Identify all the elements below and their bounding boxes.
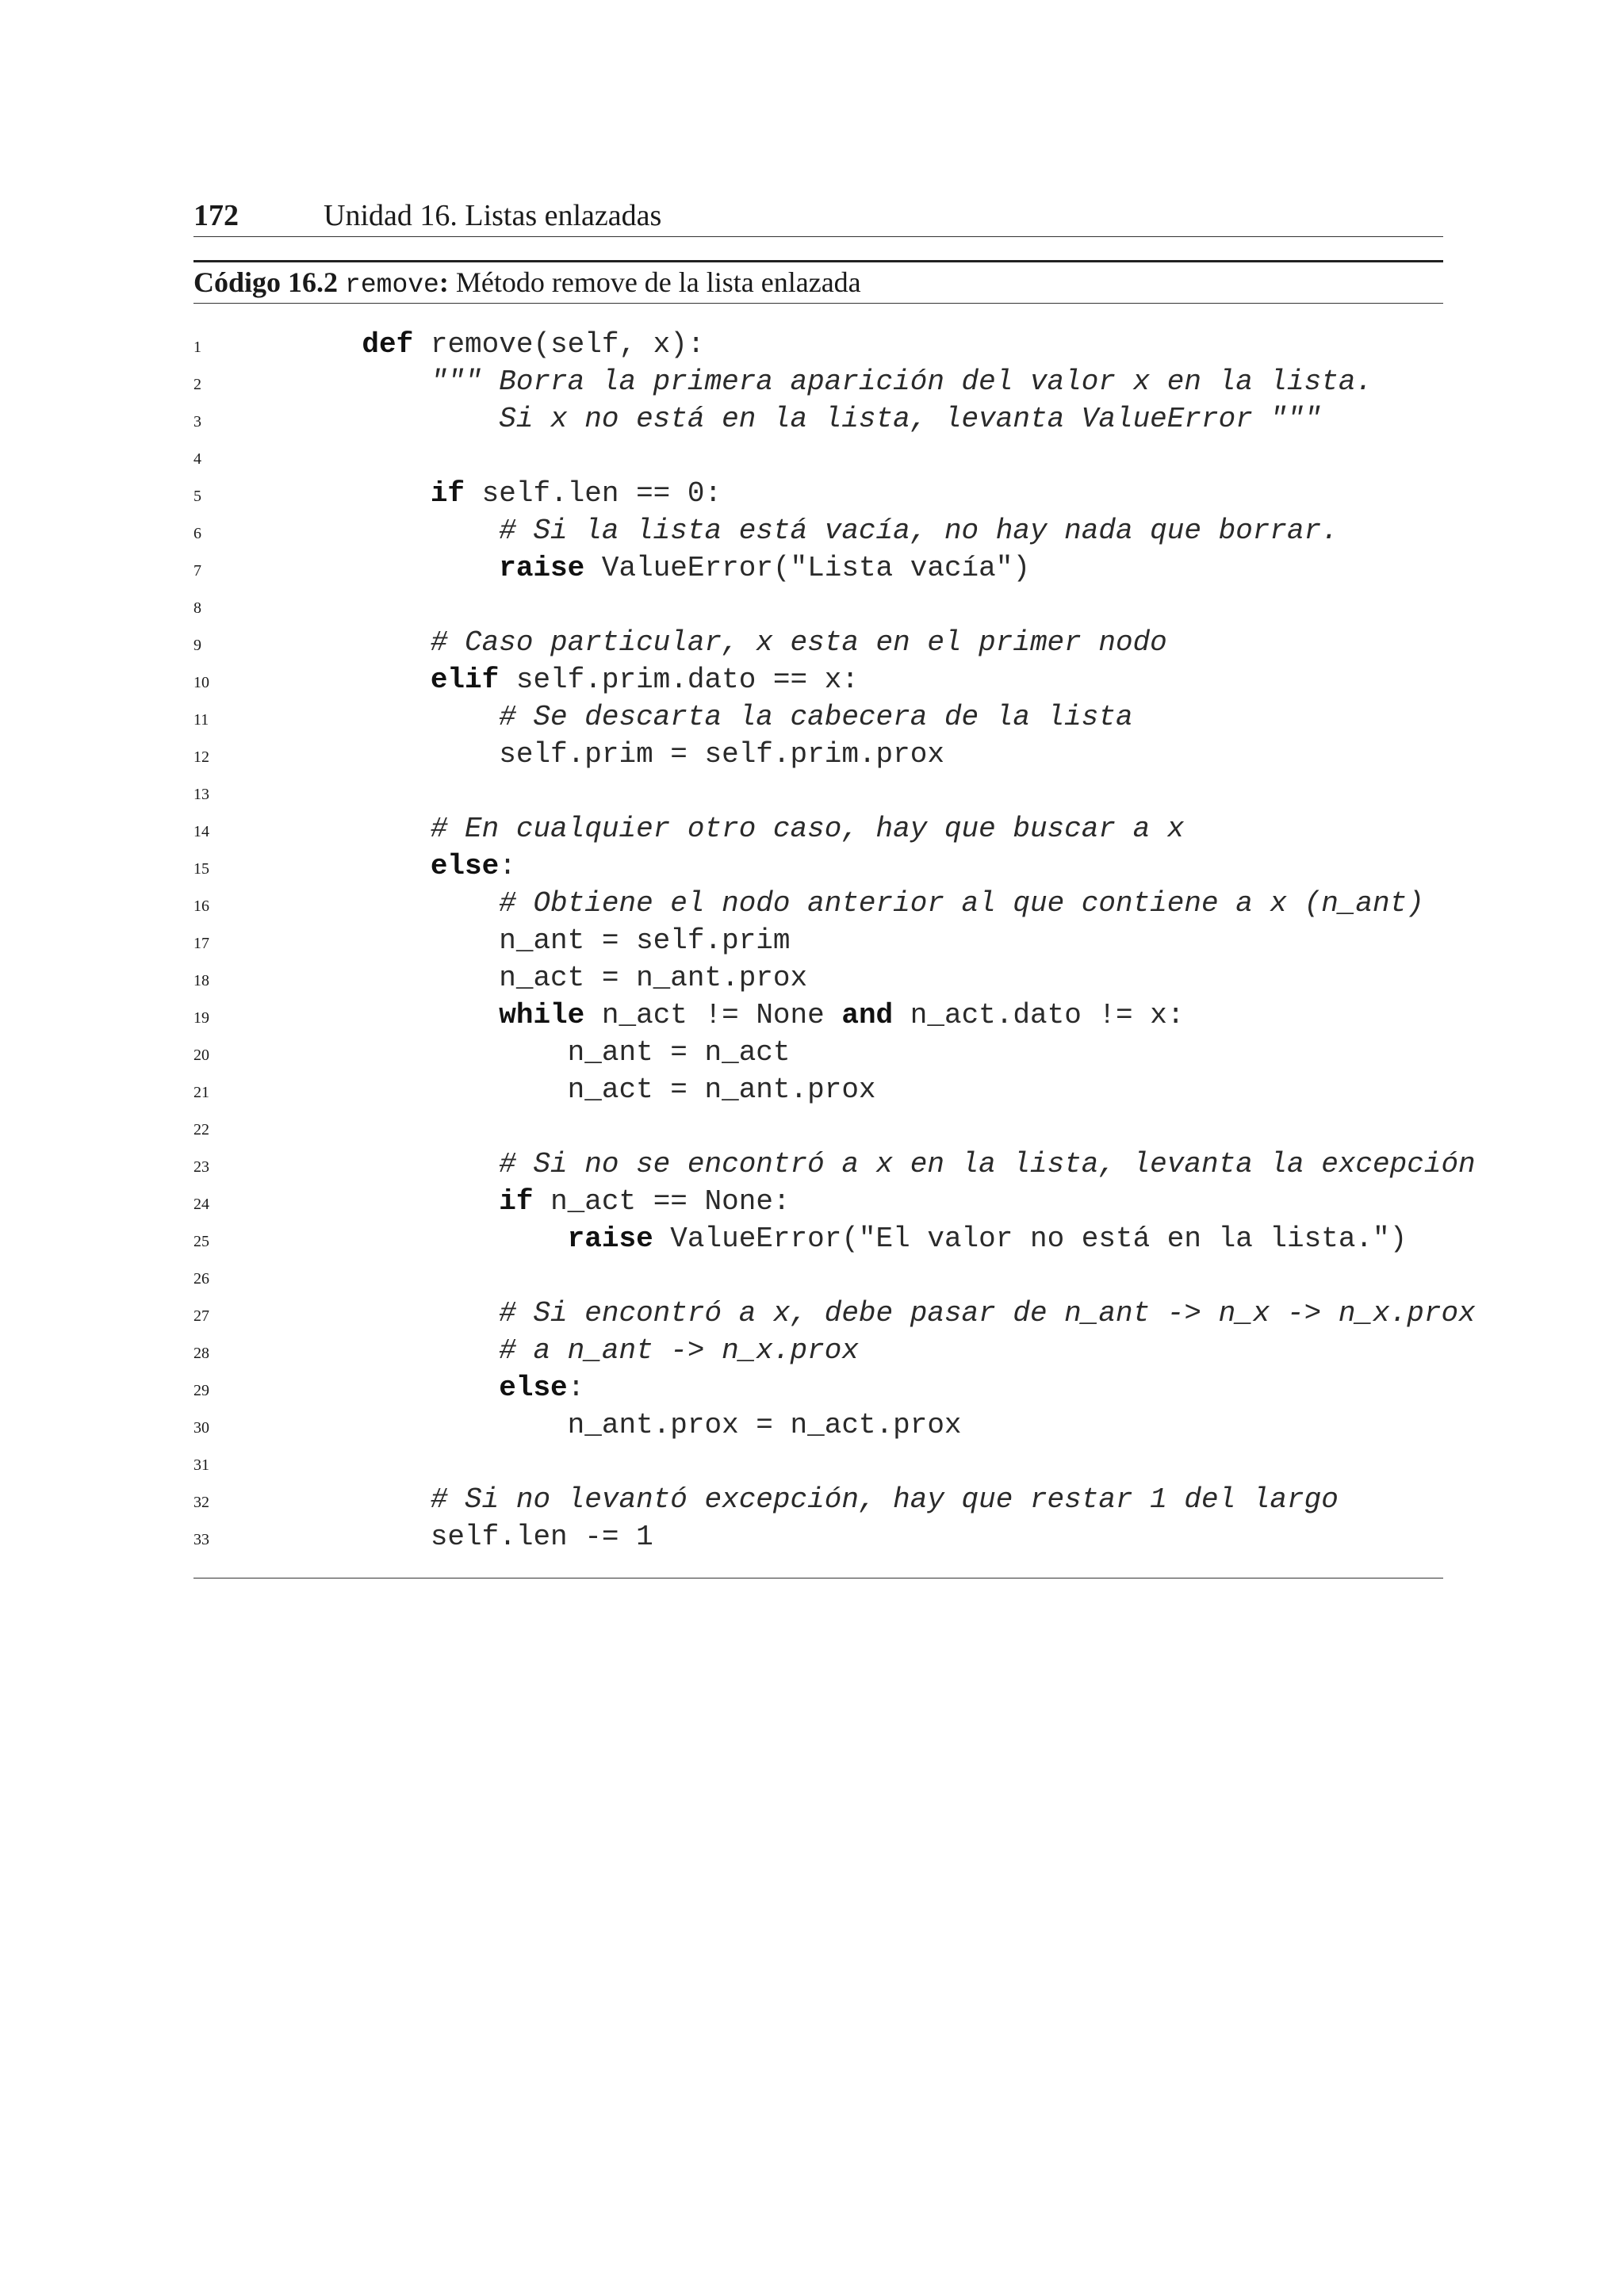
- code-line: [193, 736, 1478, 773]
- code-line: [193, 1444, 1478, 1481]
- code-text: [293, 1146, 1476, 1183]
- code-text: [293, 1406, 962, 1444]
- code-keyword: raise: [499, 552, 585, 584]
- code-token: ValueError("El valor no está en la lista."): [653, 1223, 1408, 1255]
- code-token: [293, 1185, 499, 1218]
- code-comment: # Si no levantó excepción, hay que restar 1 del largo: [430, 1483, 1339, 1516]
- line-number: 2: [193, 376, 201, 393]
- code-line: [193, 922, 1478, 959]
- code-token: [293, 850, 431, 882]
- line-number: 4: [193, 450, 201, 468]
- code-keyword: if: [430, 477, 465, 510]
- line-number: 10: [193, 674, 209, 691]
- code-text: [293, 1220, 1407, 1257]
- code-text: [293, 624, 1167, 661]
- code-line: [193, 1146, 1478, 1183]
- code-token: [293, 664, 431, 696]
- code-line: [193, 698, 1478, 736]
- code-comment: # Si la lista está vacía, no hay nada que borrar.: [499, 515, 1339, 547]
- code-line: [193, 326, 1478, 363]
- code-comment: # a n_ant -> n_x.prox: [499, 1334, 859, 1367]
- code-line: [193, 848, 1478, 885]
- line-number: 31: [193, 1456, 209, 1474]
- code-comment: # Obtiene el nodo anterior al que contiene a x (n_ant): [499, 887, 1424, 920]
- code-token: [293, 1148, 499, 1181]
- running-head: [193, 195, 1443, 236]
- code-text: [293, 959, 807, 997]
- code-comment: # En cualquier otro caso, hay que buscar a x: [430, 813, 1185, 845]
- code-token: self.len -= 1: [293, 1521, 653, 1553]
- code-text: [293, 736, 944, 773]
- code-line: [193, 773, 1478, 810]
- line-number: 32: [193, 1494, 209, 1511]
- line-number: 21: [193, 1084, 209, 1101]
- line-number: 24: [193, 1196, 209, 1213]
- caption-bottom-rule: [193, 303, 1443, 304]
- code-keyword: else: [499, 1372, 568, 1404]
- code-token: self.prim = self.prim.prox: [293, 738, 944, 771]
- code-line: [193, 1406, 1478, 1444]
- line-number: 27: [193, 1307, 209, 1325]
- page-number: 172: [193, 199, 239, 232]
- code-token: ValueError("Lista vacía"): [584, 552, 1030, 584]
- code-token: [293, 477, 431, 510]
- code-token: n_ant.prox = n_act.prox: [293, 1409, 962, 1441]
- line-number: 12: [193, 748, 209, 766]
- line-number: 13: [193, 786, 209, 803]
- code-line: [193, 1332, 1478, 1369]
- code-comment: # Si no se encontró a x en la lista, levanta la excepción: [499, 1148, 1476, 1181]
- code-token: self.prim.dato == x:: [499, 664, 859, 696]
- code-token: n_act != None: [584, 999, 842, 1031]
- code-token: [293, 1223, 568, 1255]
- code-line: [193, 1481, 1478, 1518]
- code-line: [193, 1108, 1478, 1146]
- code-text: [293, 1481, 1339, 1518]
- code-text: [293, 1071, 876, 1108]
- line-number: 20: [193, 1047, 209, 1064]
- code-text: [293, 885, 1424, 922]
- code-line: [193, 624, 1478, 661]
- caption-function-name: remove: [345, 270, 439, 300]
- caption-top-rule: [193, 260, 1443, 262]
- code-token: [293, 701, 499, 733]
- code-token: n_act == None:: [533, 1185, 791, 1218]
- code-keyword: elif: [430, 664, 500, 696]
- code-text: [293, 400, 1321, 438]
- code-caption: [193, 263, 1443, 301]
- code-token: [293, 626, 431, 659]
- code-comment: # Caso particular, x esta en el primer nodo: [430, 626, 1167, 659]
- code-line: [193, 1369, 1478, 1406]
- code-text: [293, 848, 516, 885]
- code-line: [193, 997, 1478, 1034]
- code-line: [193, 959, 1478, 997]
- line-number: 1: [193, 339, 201, 356]
- code-text: [293, 1034, 791, 1071]
- line-number: 5: [193, 488, 201, 505]
- line-number: 29: [193, 1382, 209, 1399]
- line-number: 9: [193, 637, 201, 654]
- line-number: 3: [193, 413, 201, 430]
- code-text: [293, 698, 1133, 736]
- code-text: [293, 549, 1030, 587]
- code-token: [293, 813, 431, 845]
- code-keyword: while: [499, 999, 585, 1031]
- code-token: remove(self, x):: [413, 328, 705, 361]
- line-number: 23: [193, 1158, 209, 1176]
- code-text: [293, 1518, 653, 1556]
- code-token: [293, 328, 362, 361]
- line-number: 17: [193, 935, 209, 952]
- caption-label: Código 16.2: [193, 266, 339, 298]
- caption-colon: :: [439, 266, 449, 298]
- code-token: n_act.dato != x:: [893, 999, 1185, 1031]
- code-line: [193, 1183, 1478, 1220]
- code-line: [193, 512, 1478, 549]
- code-token: [293, 365, 431, 398]
- line-number: 15: [193, 860, 209, 878]
- code-token: n_ant = n_act: [293, 1036, 791, 1069]
- code-text: [293, 997, 1184, 1034]
- code-keyword: if: [499, 1185, 534, 1218]
- code-line: [193, 438, 1478, 475]
- code-token: [293, 887, 499, 920]
- code-token: :: [567, 1372, 585, 1404]
- code-line: [193, 1034, 1478, 1071]
- line-number: 16: [193, 897, 209, 915]
- code-keyword: def: [362, 328, 414, 361]
- code-text: [293, 512, 1339, 549]
- code-line: [193, 475, 1478, 512]
- code-token: [293, 403, 499, 435]
- line-number: 11: [193, 711, 209, 729]
- code-text: [293, 810, 1184, 848]
- code-line: [193, 810, 1478, 848]
- code-line: [193, 1295, 1478, 1332]
- line-number: 14: [193, 823, 209, 840]
- code-line: [193, 661, 1478, 698]
- line-number: 18: [193, 972, 209, 989]
- code-text: [293, 475, 722, 512]
- code-keyword: and: [841, 999, 894, 1031]
- code-text: [293, 922, 791, 959]
- code-line: [193, 1257, 1478, 1295]
- header-rule: [193, 236, 1443, 237]
- code-line: [193, 400, 1478, 438]
- line-number: 22: [193, 1121, 209, 1138]
- code-text: [293, 1183, 791, 1220]
- code-text: [293, 363, 1373, 400]
- code-text: [293, 326, 705, 363]
- chapter-title: Unidad 16. Listas enlazadas: [324, 199, 662, 232]
- code-line: [193, 1518, 1478, 1556]
- code-line: [193, 587, 1478, 624]
- code-token: n_act = n_ant.prox: [293, 1073, 876, 1106]
- code-token: :: [499, 850, 516, 882]
- code-text: [293, 661, 859, 698]
- code-line: [193, 1220, 1478, 1257]
- code-comment: # Se descarta la cabecera de la lista: [499, 701, 1133, 733]
- line-number: 19: [193, 1009, 209, 1027]
- code-line: [193, 885, 1478, 922]
- code-line: [193, 1071, 1478, 1108]
- code-token: [293, 1334, 499, 1367]
- code-keyword: else: [430, 850, 500, 882]
- code-token: [293, 1297, 499, 1330]
- code-token: [293, 999, 499, 1031]
- code-line: [193, 549, 1478, 587]
- code-line: [193, 363, 1478, 400]
- code-text: [293, 1369, 584, 1406]
- line-number: 28: [193, 1345, 209, 1362]
- line-number: 7: [193, 562, 201, 580]
- line-number: 6: [193, 525, 201, 542]
- code-token: self.len == 0:: [465, 477, 722, 510]
- code-comment: Si x no está en la lista, levanta ValueError """: [499, 403, 1322, 435]
- code-text: [293, 1332, 859, 1369]
- line-number: 25: [193, 1233, 209, 1250]
- code-comment: # Si encontró a x, debe pasar de n_ant -> n_x -> n_x.prox: [499, 1297, 1476, 1330]
- code-listing: [193, 326, 1478, 1556]
- line-number: 8: [193, 599, 201, 617]
- code-comment: """ Borra la primera aparición del valor x en la lista.: [430, 365, 1373, 398]
- line-number: 33: [193, 1531, 209, 1548]
- code-token: n_ant = self.prim: [293, 924, 791, 957]
- code-keyword: raise: [567, 1223, 653, 1255]
- code-token: [293, 1372, 499, 1404]
- code-token: n_act = n_ant.prox: [293, 962, 808, 994]
- code-token: [293, 552, 499, 584]
- line-number: 26: [193, 1270, 209, 1288]
- caption-description: Método remove de la lista enlazada: [448, 266, 861, 298]
- code-token: [293, 1483, 431, 1516]
- line-number: 30: [193, 1419, 209, 1437]
- code-text: [293, 1295, 1476, 1332]
- code-token: [293, 515, 499, 547]
